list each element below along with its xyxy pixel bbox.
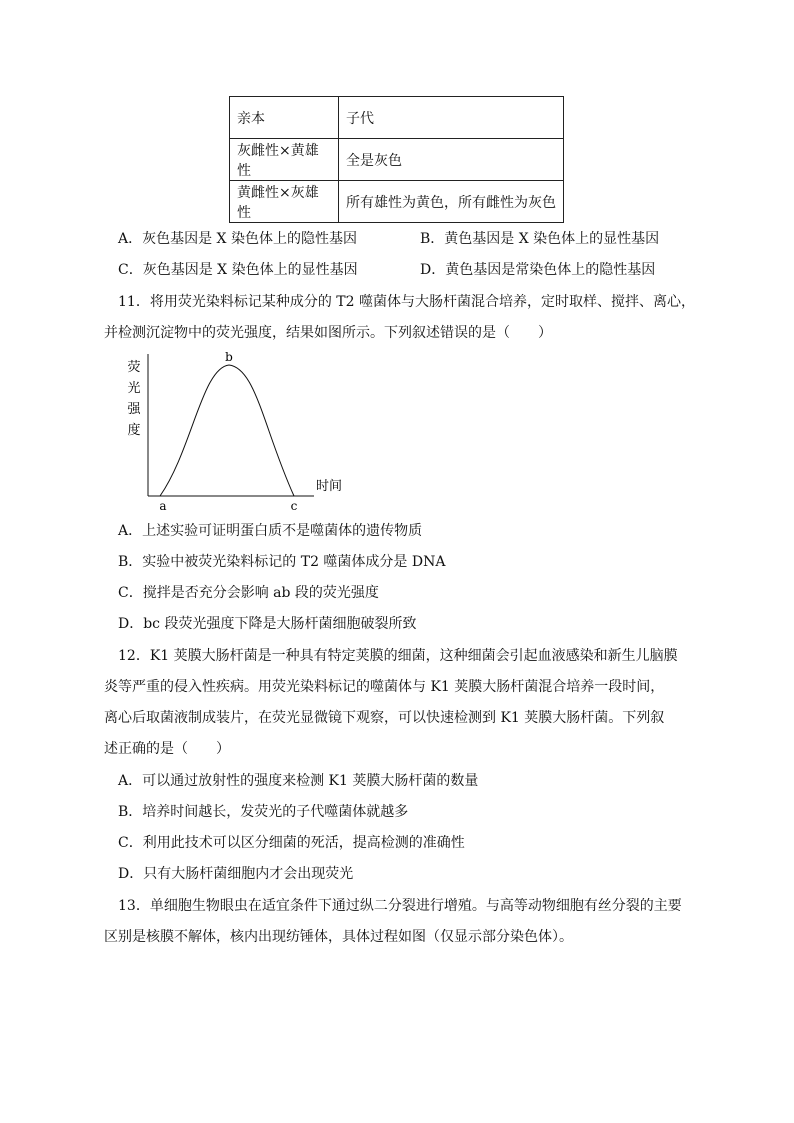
x-axis-label: 时间	[316, 479, 343, 494]
q12-stem-line-1: 12．K1 荚膜大肠杆菌是一种具有特定荚膜的细菌，这种细菌会引起血液感染和新生儿脑膜	[118, 648, 678, 664]
q10-option-a: A．灰色基因是 X 染色体上的隐性基因	[118, 231, 357, 247]
q12-stem-line-3: 离心后取菌液制成装片，在荧光显微镜下观察，可以快速检测到 K1 荚膜大肠杆菌。下列叙	[104, 710, 665, 726]
q12-option-b: B．培养时间越长，发荧光的子代噬菌体就越多	[118, 804, 409, 820]
header-offspring: 子代	[339, 97, 564, 139]
fluorescence-curve	[160, 365, 294, 496]
table-row	[230, 181, 564, 223]
table-header-row	[230, 97, 564, 139]
q11-option-c: C．搅拌是否充分会影响 ab 段的荧光强度	[118, 585, 379, 601]
table-cell: 全是灰色	[339, 139, 564, 181]
point-a-label: a	[159, 499, 167, 513]
fluorescence-graph	[122, 350, 362, 515]
table-cell: 所有雄性为黄色，所有雌性为灰色	[339, 181, 564, 223]
y-label-char: 强	[127, 402, 141, 417]
q12-stem-line-2: 炎等严重的侵入性疾病。用荧光染料标记的噬菌体与 K1 荚膜大肠杆菌混合培养一段时间，	[104, 679, 665, 695]
q11-stem-line-1: 11．将用荧光染料标记某种成分的 T2 噬菌体与大肠杆菌混合培养，定时取样、搅拌、离心，	[118, 294, 695, 310]
q12-option-a: A．可以通过放射性的强度来检测 K1 荚膜大肠杆菌的数量	[118, 773, 479, 789]
point-b-label: b	[225, 350, 233, 364]
q12-option-c: C．利用此技术可以区分细菌的死活，提高检测的准确性	[118, 835, 465, 851]
q12-stem-line-4: 述正确的是（ ）	[104, 741, 230, 757]
y-label-char: 光	[127, 381, 141, 396]
cross-result-table	[229, 96, 564, 223]
q13-stem-line-2: 区别是核膜不解体，核内出现纺锤体，具体过程如图（仅显示部分染色体）。	[104, 929, 573, 945]
q10-option-d: D．黄色基因是常染色体上的隐性基因	[420, 262, 656, 278]
q13-stem-line-1: 13．单细胞生物眼虫在适宜条件下通过纵二分裂进行增殖。与高等动物细胞有丝分裂的主要	[118, 898, 682, 914]
point-c-label: c	[290, 499, 298, 513]
y-label-char: 荧	[127, 360, 141, 375]
y-label-char: 度	[127, 423, 141, 438]
q11-stem-line-2: 并检测沉淀物中的荧光强度，结果如图所示。下列叙述错误的是（ ）	[104, 325, 552, 341]
q11-option-d: D．bc 段荧光强度下降是大肠杆菌细胞破裂所致	[118, 616, 417, 632]
q11-option-a: A．上述实验可证明蛋白质不是噬菌体的遗传物质	[118, 523, 423, 539]
q10-option-c: C．灰色基因是 X 染色体上的显性基因	[118, 262, 358, 278]
q12-option-d: D．只有大肠杆菌细胞内才会出现荧光	[118, 866, 354, 882]
table-cell: 黄雌性×灰雄性	[230, 181, 339, 223]
table-cell: 灰雌性×黄雄性	[230, 139, 339, 181]
header-parents: 亲本	[230, 97, 339, 139]
q10-option-b: B．黄色基因是 X 染色体上的显性基因	[420, 231, 660, 247]
table-row	[230, 139, 564, 181]
q11-option-b: B．实验中被荧光染料标记的 T2 噬菌体成分是 DNA	[118, 554, 446, 570]
